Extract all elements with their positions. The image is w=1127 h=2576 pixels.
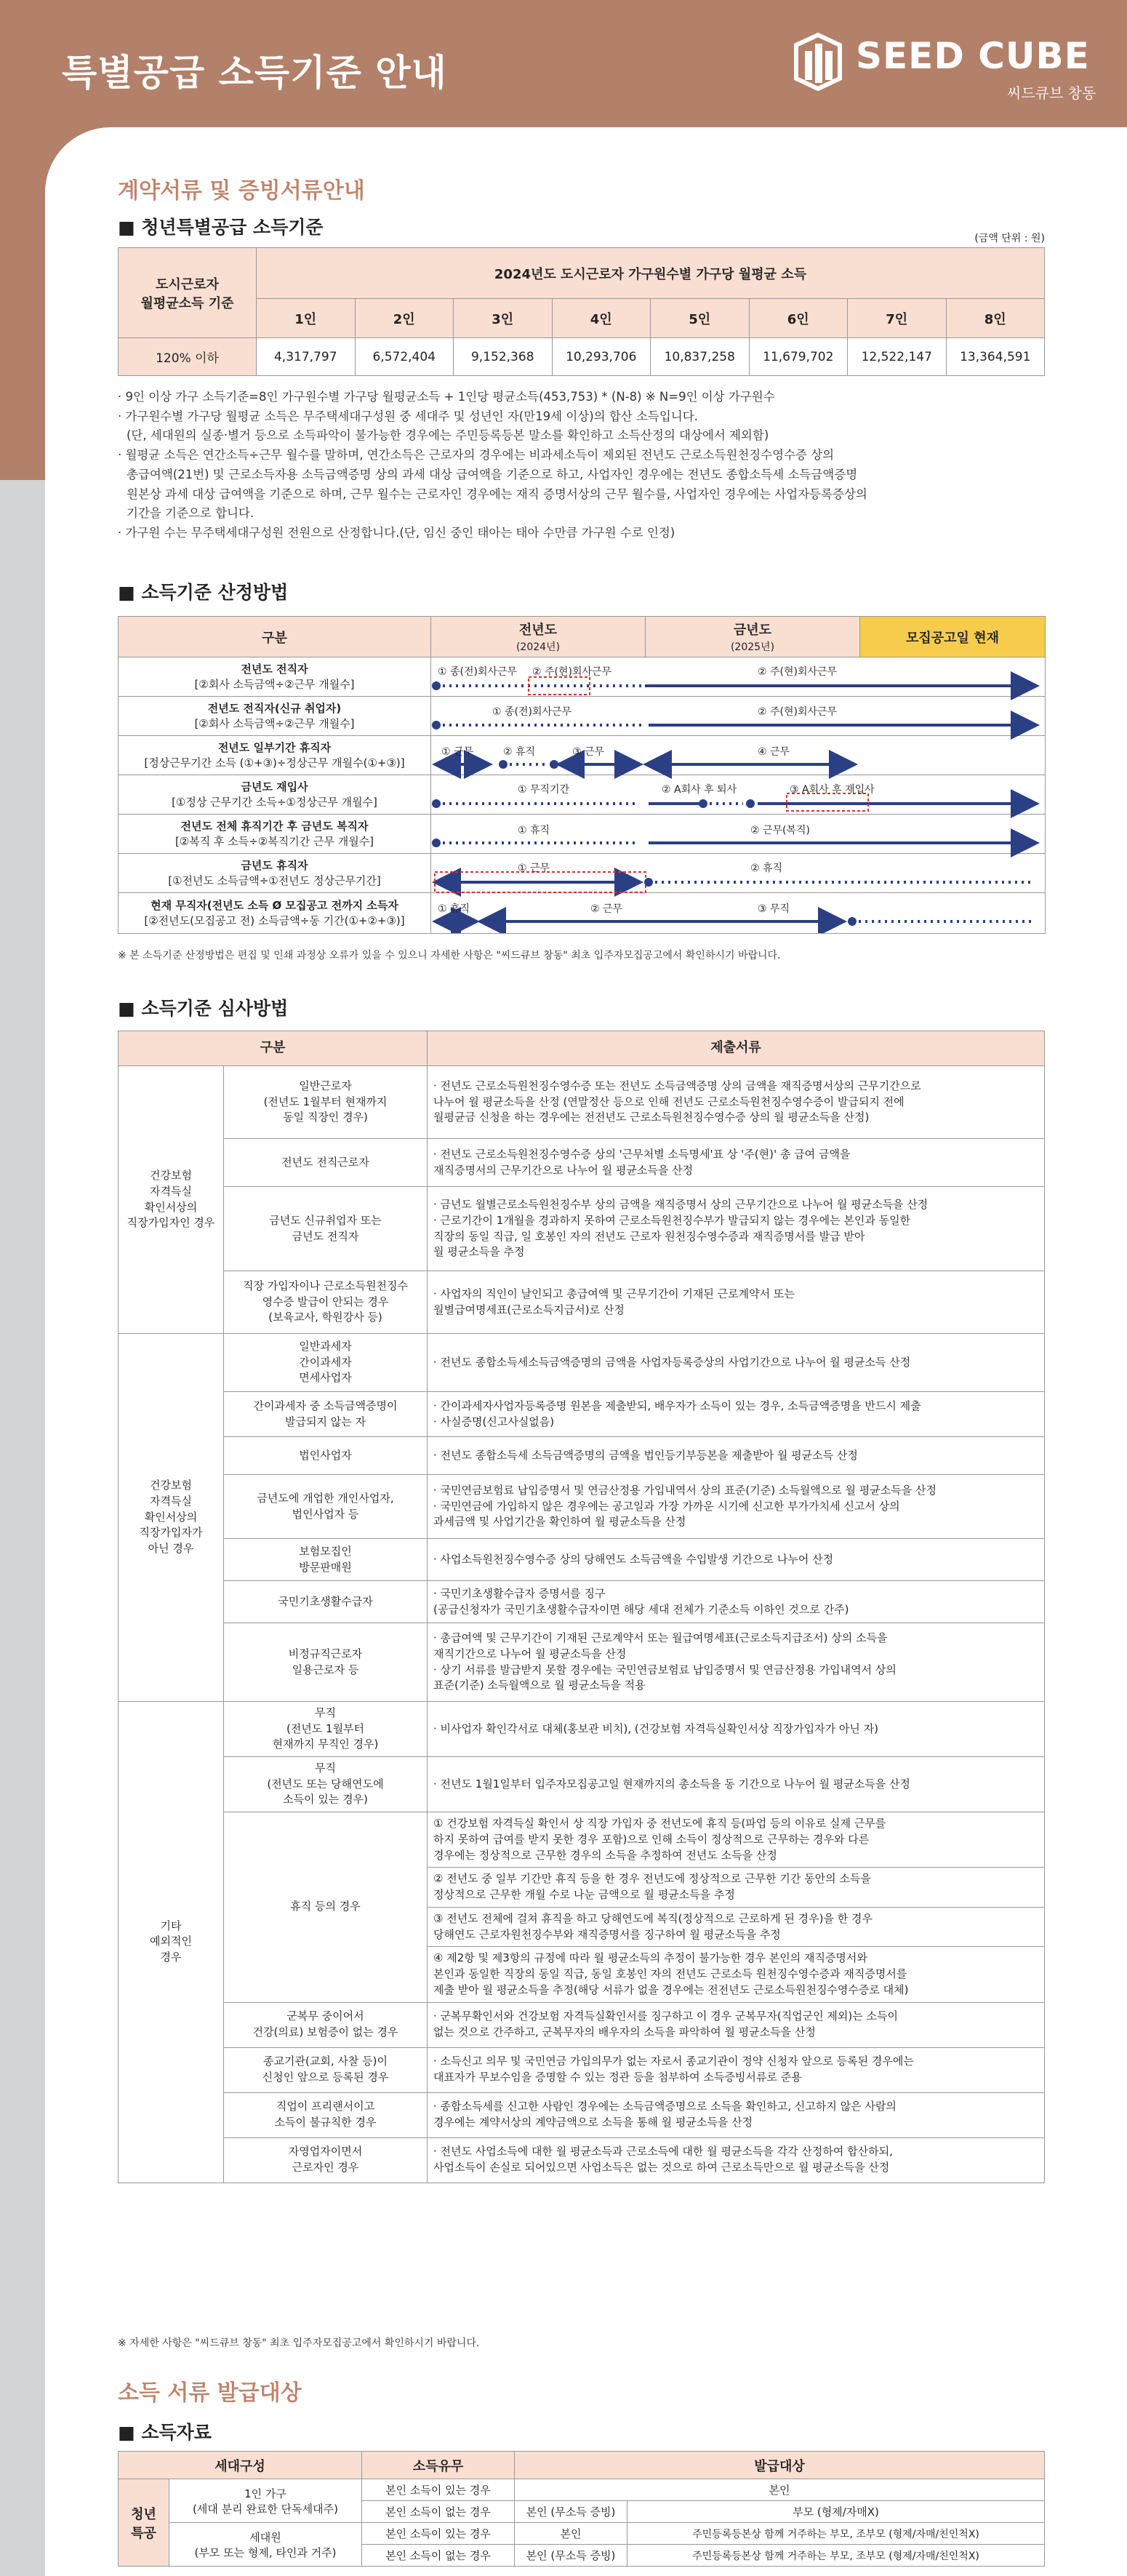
case-type: 종교기관(교회, 사찰 등)이 신청인 앞으로 등록된 경우 xyxy=(224,2047,428,2092)
income-status: 본인 소득이 없는 경우 xyxy=(362,2501,515,2523)
income-status: 본인 소득이 있는 경우 xyxy=(362,2479,515,2501)
col-6: 6인 xyxy=(749,299,848,338)
table-row xyxy=(119,1702,1045,1757)
case-doc: · 사업자의 직인이 날인되고 총급여액 및 근무기간이 기재된 근로계약서 또는 월별급여명세표(근로소득지급서)로 산정 xyxy=(428,1271,1045,1334)
case-doc-list xyxy=(428,1812,1045,2003)
tl-tag: ① 휴직 xyxy=(518,825,550,836)
leave-item: ② 전년도 중 일부 기간만 휴직 등을 한 경우 전년도에 정상적으로 근무한 기간 동안의 소득을 정상적으로 근무한 개월 수로 나눈 금액으로 월 평균소득을 추정 xyxy=(428,1868,1044,1908)
household-comp: 1인 가구 (세대 분리 완료한 단독세대주) xyxy=(169,2479,362,2523)
case-type: 금년도 신규취업자 또는 금년도 전직자 xyxy=(224,1187,428,1271)
table-row xyxy=(119,1066,1045,1139)
tl-tag: ② 주(현)회사근무 xyxy=(532,666,612,678)
case-doc: · 종합소득세를 신고한 사람인 경우에는 소득금액증명으로 소득을 확인하고, 신고하지 않은 사람의 경우에는 계약서상의 계약금액으로 소득을 통해 월 평균소득을 산정 xyxy=(428,2092,1045,2137)
leave-item: ③ 전년도 전체에 걸쳐 휴직을 하고 당해연도에 복직(정상적으로 근로하게 된 경우)을 한 경우 당해연도 근로자원천징수부와 재직증명서를 징구하여 월 평균소득을 추정 xyxy=(428,1908,1044,1948)
issuance-target: 본인 xyxy=(515,2523,627,2545)
case-doc: · 전년도 종합소득세 소득금액증명의 금액을 법인등기부등본을 제출받아 월 평균소득 산정 xyxy=(428,1437,1045,1475)
col-3: 3인 xyxy=(454,299,553,338)
tl-tag: ① 종(전)회사근무 xyxy=(438,666,518,678)
table-row xyxy=(119,1757,1045,1812)
tl-tag: ③ 무직 xyxy=(758,903,790,915)
case-doc: · 전년도 사업소득에 대한 월 평균소득과 근로소득에 대한 월 평균소득을 각각 산정하여 합산하되, 사업소득이 손실로 되어있으면 사업소득은 없는 것으로 하여 근로소득만으로 월 평균소득을 산정 xyxy=(428,2137,1045,2183)
case-doc: · 군복무확인서와 건강보험 자격득실확인서를 징구하고 이 경우 군복무자(직업군인 제외)는 소득이 없는 것으로 간주하고, 군복무자의 배우자의 소득을 파악하여 월 평균소득을 산정 xyxy=(428,2002,1045,2047)
calculation-method-table xyxy=(118,616,1045,933)
calc-label xyxy=(119,657,431,697)
this-year-sub: (2025년) xyxy=(730,641,775,653)
case-doc: · 소득신고 의무 및 국민연금 가입의무가 없는 자로서 종교기관이 정약 신청자 앞으로 등록된 경우에는 대표자가 무보수임을 증명할 수 있는 정관 등을 첨부하여 소득증빙서류로 준용 xyxy=(428,2047,1045,2092)
col-2: 2인 xyxy=(355,299,454,338)
calc-label-1: 전년도 전체 휴직기간 후 금년도 복직자 xyxy=(180,820,369,833)
calc-label xyxy=(119,854,431,893)
content-panel xyxy=(45,127,1127,2576)
calc-label-2: [②전년도(모집공고 전) 소득금액÷동 기간(①+②+③)] xyxy=(144,913,405,927)
col-header: 2024년도 도시근로자 가구원수별 가구당 월평균 소득 xyxy=(257,248,1045,299)
issuance-target: 본인 xyxy=(515,2479,1045,2501)
row-header xyxy=(119,248,257,338)
case-doc: · 사업소득원천징수영수증 상의 당해연도 소득금액을 수입발생 기간으로 나누어 산정 xyxy=(428,1539,1045,1581)
subtitle-review: ■ 소득기준 심사방법 xyxy=(118,998,289,1019)
row-header-l2: 월평균소득 기준 xyxy=(140,295,234,311)
note-line: · 9인 이상 가구 소득기준=8인 가구원수별 가구당 월평균소득 + 1인당 평균소득(453,753) * (N-8) ※ N=9인 이상 가구원수 xyxy=(118,390,775,404)
leave-item: ① 건강보험 자격득실 확인서 상 직장 가입자 중 전년도에 휴직 등(파업 등의 이유로 실제 근무를 하지 못하여 급여를 받지 못한 경우 포함)으로 인해 소득이 정상적으로 근무하는 경우와 다른 경우에는 정상적으로 근무한 경우의 소득을 추정하여 전년도 소득을 산정 xyxy=(428,1812,1044,1868)
note-line: · 가구원수별 가구당 월평균 소득은 무주택세대구성원 중 세대주 및 성년인 자(만19세 이상)의 합산 소득입니다. xyxy=(118,409,698,423)
calc-label xyxy=(119,775,431,815)
issuance-target: 본인 (무소득 증빙) xyxy=(515,2545,627,2567)
cell-value: 9,152,368 xyxy=(454,338,553,376)
group-label: 건강보험 자격득실 확인서상의 직장가입자가 아닌 경우 xyxy=(119,1334,224,1702)
note-line: 총급여액(21번) 및 근로소득자용 소득금액증명 상의 과세 대상 급여액을 기준으로 하고, 사업자인 경우에는 전년도 종합소득세 소득금액증명 xyxy=(127,467,858,481)
review-header-docs: 제출서류 xyxy=(428,1031,1045,1066)
table-row xyxy=(119,1392,1045,1437)
case-type: 간이과세자 중 소득금액증명이 발급되지 않는 자 xyxy=(224,1392,428,1437)
case-type: 직업이 프리랜서이고 소득이 불규칙한 경우 xyxy=(224,2092,428,2137)
case-type: 무직 (전년도 1월부터 현재까지 무직인 경우) xyxy=(224,1702,428,1757)
table-row xyxy=(119,1539,1045,1581)
cell-value: 10,837,258 xyxy=(651,338,750,376)
table-row xyxy=(119,1334,1045,1392)
table-row xyxy=(119,1187,1045,1271)
prev-year-sub: (2024년) xyxy=(516,641,561,653)
table-row xyxy=(119,2092,1045,2137)
table-row xyxy=(119,1623,1045,1702)
prev-year-label: 전년도 xyxy=(518,623,558,638)
col-7: 7인 xyxy=(848,299,947,338)
table-row xyxy=(119,1581,1045,1623)
issuance-target: 주민등록등본상 함께 거주하는 부모, 조부모 (형제/자매/친인척X) xyxy=(627,2523,1045,2545)
tl-tag: ① 무직기간 xyxy=(518,784,570,796)
row-header-l1: 도시근로자 xyxy=(156,276,219,292)
case-doc: · 비사업자 확인각서로 대체(홍보관 비치), (건강보험 자격득실확인서상 직장가입자가 아닌 자) xyxy=(428,1702,1045,1757)
note-line: (단, 세대원의 실종·별거 등으로 소득파악이 불가능한 경우에는 주민등록등본 말소를 확인하고 소득산정의 대상에서 제외함) xyxy=(127,428,769,443)
income-standard-table xyxy=(118,247,1045,376)
subtitle-income-data: ■ 소득자료 xyxy=(118,2422,212,2443)
case-type: 금년도에 개업한 개인사업자, 법인사업자 등 xyxy=(224,1475,428,1539)
review-header-category: 구분 xyxy=(119,1031,428,1066)
income-status: 본인 소득이 있는 경우 xyxy=(362,2523,515,2545)
tl-tag: ④ 근무 xyxy=(758,746,790,758)
unit-note: (금액 단위 : 원) xyxy=(974,233,1045,244)
calc-label-1: 현재 무직자(전년도 소득 Ø 모집공고 전까지 소득자 xyxy=(151,899,398,913)
case-doc: · 간이과세자사업자등록증명 원본을 제출받되, 배우자가 소득이 있는 경우, 소득금액증명을 반드시 제출 · 사실증명(신고사실없음) xyxy=(428,1392,1045,1437)
tl-tag: ② 휴직 xyxy=(750,863,783,874)
calc-label xyxy=(119,815,431,854)
group-label-youth: 청년 특공 xyxy=(119,2479,169,2567)
calc-label-1: 전년도 전직자 xyxy=(241,663,308,676)
household-comp: 세대원 (부모 또는 형제, 타인과 거주) xyxy=(169,2523,362,2567)
case-type: 국민기초생활수급자 xyxy=(224,1581,428,1623)
case-type: 법인사업자 xyxy=(224,1437,428,1475)
calc-label-2: [②복직 후 소득÷②복직기간 근무 개월수] xyxy=(175,834,374,848)
table-row xyxy=(119,338,1045,376)
case-doc: · 총급여액 및 근무기간이 기재된 근로계약서 또는 월급여명세표(근로소득지급조서) 상의 소득을 재직기간으로 나누어 월 평균소득을 산정 · 상기 서류를 발급받지 못할 경우에는 국민연금보험료 납입증명서 및 연금산정용 가입내역서 상의 표준(기준) 소득월액으로 월 평균소득을 적용 xyxy=(428,1623,1045,1702)
case-doc: · 전년도 근로소득원천징수영수증 또는 전년도 소득금액증명 상의 금액을 재직증명서상의 근무기간으로 나누어 월 평균소득을 산정 (연말정산 등으로 인해 전년도 근로소득원천징수영수증이 발급되지 전에 월평균금 신청을 하는 경우에는 전전년도 근로소득원천징수영수증 상의 월 평균소득을 산정) xyxy=(428,1066,1045,1139)
calc-label-2: [②회사 소득금액÷②근무 개월수] xyxy=(194,677,355,691)
table-row xyxy=(119,1437,1045,1475)
note-line: 원본상 과세 대상 급여액을 기준으로 하며, 근무 월수는 근로자인 경우에는 재직 증명서상의 근무 월수를, 사업자인 경우에는 사업자등록증상의 xyxy=(127,487,867,501)
this-year-label: 금년도 xyxy=(733,623,772,638)
cell-value: 6,572,404 xyxy=(355,338,454,376)
case-type: 군복무 중이어서 건강(의료) 보험증이 없는 경우 xyxy=(224,2002,428,2047)
household-size-row xyxy=(119,299,1045,338)
cell-value: 11,679,702 xyxy=(749,338,848,376)
section-title-documents: 계약서류 및 증빙서류안내 xyxy=(118,178,365,204)
tl-tag: ② 휴직 xyxy=(503,746,536,758)
seed-cube-logo-icon xyxy=(789,29,847,95)
tl-tag: ① 근무 xyxy=(441,746,474,758)
col-1: 1인 xyxy=(257,299,356,338)
case-type: 자영업자이면서 근로자인 경우 xyxy=(224,2137,428,2183)
calc-header-current: 모집공고일 현재 xyxy=(860,617,1046,657)
issuance-header-income: 소득유무 xyxy=(362,2452,515,2479)
calc-label-1: 전년도 전직자(신규 취업자) xyxy=(207,702,342,716)
calc-label-2: [①정상 근무기간 소득÷①정상근무 개월수] xyxy=(172,795,377,809)
cell-value: 4,317,797 xyxy=(257,338,356,376)
calc-label-1: 금년도 재입사 xyxy=(241,780,308,794)
tl-tag: ① 휴직 xyxy=(438,903,470,915)
leave-item: ④ 제2항 및 제3항의 규정에 따라 월 평균소득의 추정이 불가능한 경우 본인의 재직증명서와 본인과 동일한 직장의 동일 직급, 동일 호봉인 자의 전년도 근로소득 원천징수영수증과 재직증명서를 제출 받아 월 평균소득을 추정(해당 서류가 없을 경우에는 전전년도 근로소득원천징수영수증로 대체) xyxy=(433,1951,909,1996)
case-type: 비정규직근로자 일용근로자 등 xyxy=(224,1623,428,1702)
calc-label xyxy=(119,697,431,736)
table-row xyxy=(119,2523,1045,2545)
note-line: · 가구원 수는 무주택세대구성원 전원으로 산정합니다.(단, 임신 중인 태아는 태아 수만큼 가구원 수로 인정) xyxy=(118,526,675,540)
review-footnote: ※ 자세한 사항은 "씨드큐브 창동" 최초 입주자모집공고에서 확인하시기 바랍니다. xyxy=(118,2337,480,2349)
table-row xyxy=(119,1271,1045,1334)
brand-subtitle: 씨드큐브 창동 xyxy=(1007,84,1096,102)
tl-tag: ① 근무 xyxy=(518,863,550,874)
cell-value: 10,293,706 xyxy=(552,338,651,376)
case-type: 일반과세자 간이과세자 면세사업자 xyxy=(224,1334,428,1392)
calc-label-2: [②회사 소득금액÷②근무 개월수] xyxy=(194,716,355,730)
note-line: 기간을 기준으로 합니다. xyxy=(127,506,254,521)
note-line: · 월평균 소득은 연간소득÷근무 월수를 말하며, 연간소득은 근로자의 경우에는 비과세소득이 제외된 전년도 근로소득원천징수영수증 상의 xyxy=(118,448,835,463)
case-doc: · 전년도 종합소득세소득금액증명의 금액을 사업자등록증상의 사업기간으로 나누어 월 평균소득 산정 xyxy=(428,1334,1045,1392)
issuance-target: 본인 (무소득 증빙) xyxy=(515,2501,627,2523)
tl-tag: ③ A회사 후 재입사 xyxy=(790,784,875,796)
table-row xyxy=(119,2047,1045,2092)
issuance-target: 주민등록등본상 함께 거주하는 부모, 조부모 (형제/자매/친인척X) xyxy=(627,2545,1045,2567)
case-type: 전년도 전직근로자 xyxy=(224,1139,428,1187)
calc-label xyxy=(119,893,431,934)
tl-tag: ③ 근무 xyxy=(572,746,605,758)
col-4: 4인 xyxy=(552,299,651,338)
tl-tag: ② A회사 후 퇴사 xyxy=(662,784,737,796)
income-status: 본인 소득이 없는 경우 xyxy=(362,2545,515,2567)
calc-label-2: [정상근무기간 소득 (①+③)÷정상근무 개월수(①+③)] xyxy=(144,756,405,769)
calc-label-1: 전년도 일부기간 휴직자 xyxy=(217,741,332,755)
tl-tag: ② 주(현)회사근무 xyxy=(758,666,838,678)
section-title-issuance: 소득 서류 발급대상 xyxy=(118,2380,302,2406)
subtitle-youth-income: ■ 청년특별공급 소득기준 xyxy=(118,217,324,238)
table-row xyxy=(119,2479,1045,2501)
calc-header-category: 구분 xyxy=(119,617,431,657)
table-row xyxy=(119,1475,1045,1539)
calc-label-1: 금년도 휴직자 xyxy=(241,859,308,873)
case-type: 무직 (전년도 또는 당해연도에 소득이 있는 경우) xyxy=(224,1757,428,1812)
brand-logo xyxy=(789,29,1096,109)
case-type: 휴직 등의 경우 xyxy=(224,1812,428,2003)
case-type: 일반근로자 (전년도 1월부터 현재까지 동일 직장인 경우) xyxy=(224,1066,428,1139)
table-row xyxy=(119,2137,1045,2183)
calc-footnote: ※ 본 소득기준 산정방법은 편집 및 인쇄 과정상 오류가 있을 수 있으니 자세한 사항은 "씨드큐브 창동" 최초 입주자모집공고에서 확인하시기 바랍니다. xyxy=(118,950,781,961)
issuance-header-target: 발급대상 xyxy=(515,2452,1045,2479)
case-doc: · 국민기초생활수급자 증명서를 징구 (공급신청자가 국민기초생활수급자이면 해당 세대 전체가 기준소득 이하인 것으로 간주) xyxy=(428,1581,1045,1623)
group-label: 건강보험 자격득실 확인서상의 직장가입자인 경우 xyxy=(119,1066,224,1334)
col-5: 5인 xyxy=(651,299,750,338)
review-method-table xyxy=(118,1031,1045,2183)
case-doc: · 전년도 1월1일부터 입주자모집공고일 현재까지의 총소득을 동 기간으로 나누어 월 평균소득을 산정 xyxy=(428,1757,1045,1812)
subtitle-calculation: ■ 소득기준 산정방법 xyxy=(118,582,289,603)
group-label: 기타 예외적인 경우 xyxy=(119,1702,224,2183)
income-notes xyxy=(118,388,1045,543)
tl-tag: ① 종(전)회사근무 xyxy=(492,706,572,718)
col-8: 8인 xyxy=(946,299,1045,338)
case-doc: · 전년도 근로소득원천징수영수증 상의 '근무처별 소득명세'표 상 '주(현)' 총 급여 금액을 재직증명서의 근무기간으로 나누어 월 평균소득을 산정 xyxy=(428,1139,1045,1187)
case-type: 보험모집인 방문판매원 xyxy=(224,1539,428,1581)
calc-label xyxy=(119,736,431,775)
timeline-labels xyxy=(430,616,1045,933)
cell-value: 12,522,147 xyxy=(848,338,947,376)
brand-name: SEED CUBE xyxy=(856,35,1090,77)
tl-tag: ② 근무 xyxy=(590,903,623,915)
tl-tag: ② 주(현)회사근무 xyxy=(758,706,838,718)
cell-value: 13,364,591 xyxy=(946,338,1045,376)
tl-tag: ② 근무(복직) xyxy=(750,825,811,836)
table-row xyxy=(119,1812,1045,2003)
calc-label-2: [①전년도 소득금액÷①전년도 정상근무기간] xyxy=(168,873,381,887)
table-row xyxy=(119,1139,1045,1187)
table-row xyxy=(119,2002,1045,2047)
page-title: 특별공급 소득기준 안내 xyxy=(62,52,447,94)
issuance-target: 부모 (형제/자매X) xyxy=(627,2501,1045,2523)
case-type: 직장 가입자이나 근로소득원천징수 영수증 발급이 안되는 경우 (보육교사, 학원강사 등) xyxy=(224,1271,428,1334)
row-label: 120% 이하 xyxy=(119,338,257,376)
case-doc: · 금년도 월별근로소득원천징수부 상의 금액을 재직증명서 상의 근무기간으로 나누어 월 평균소득을 산정 · 근로기간이 1개월을 경과하지 못하여 근로소득원천징수부가 발급되지 않는 경우에는 본인과 동일한 직장의 동일 직급, 일 호봉인 자의 전년도 근로자 원천징수영수증과 재직증명서를 발급 받아 월 평균소득을 추정 xyxy=(428,1187,1045,1271)
case-doc: · 국민연금보험료 납입증명서 및 연금산정용 가입내역서 상의 표준(기준) 소득월액으로 월 평균소득을 산정 · 국민연금에 가입하지 않은 경우에는 공고일과 가장 가까운 시기에 신고한 부가가치세 신고서 상의 과세금액 및 사업기간을 확인하여 월 평균소득을 산정 xyxy=(428,1475,1045,1539)
issuance-table xyxy=(118,2451,1045,2567)
issuance-header-composition: 세대구성 xyxy=(119,2452,362,2479)
